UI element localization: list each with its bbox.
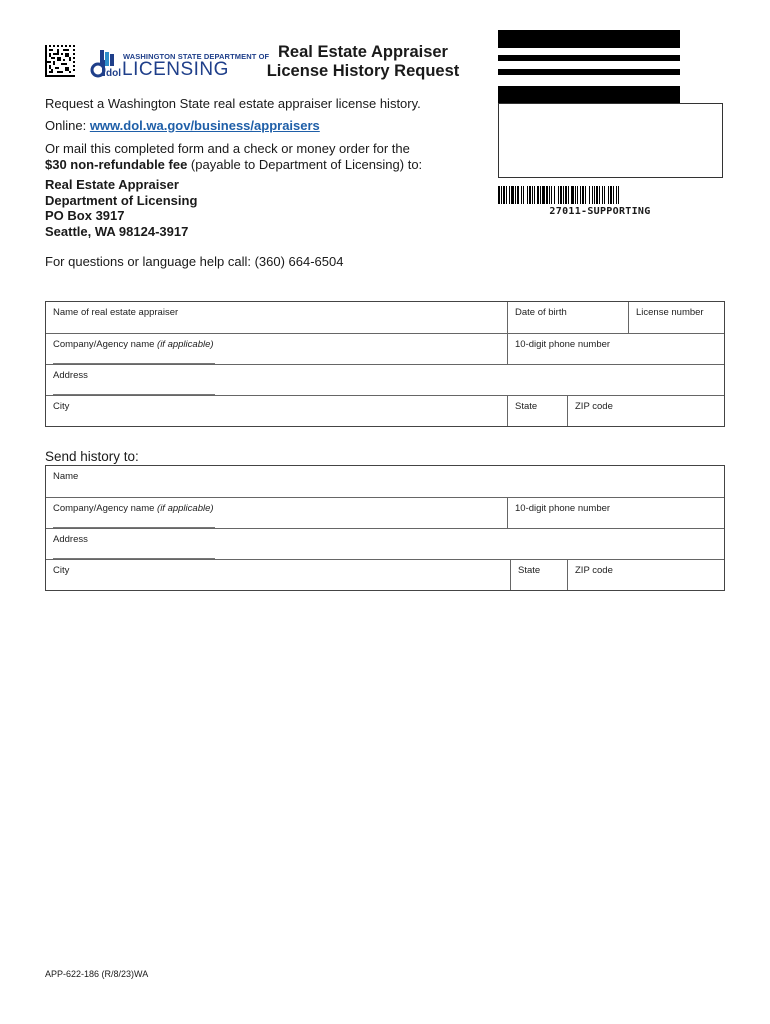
field-label: 10-digit phone number [515,503,611,514]
recipient-company-field[interactable] [46,498,507,528]
date-of-birth-field[interactable] [507,302,628,333]
dol-logo-icon [89,48,119,78]
office-use-box [498,103,723,178]
fee-amount: $30 non-refundable fee [45,157,188,172]
field-label: Date of birth [515,307,567,318]
online-link[interactable]: www.dol.wa.gov/business/appraisers [89,118,320,133]
field-label: Name [53,471,79,482]
appraiser-name-field[interactable] [46,302,507,333]
address-line: Real Estate Appraiser [45,177,179,192]
help-text: For questions or language help call: (360) 664-6504 [45,254,344,269]
form-row [46,559,724,590]
field-label: City [53,401,70,412]
title-line-2: License History Request [266,62,460,80]
recipient-phone-field[interactable] [507,498,724,528]
form-row [46,528,724,559]
address-field[interactable] [46,365,724,395]
form-row [46,364,724,395]
license-number-field[interactable] [628,302,724,333]
intro-text: Request a Washington State real estate appraiser license history. [45,96,421,111]
redaction-bar [498,55,680,61]
zip-field[interactable] [567,396,724,426]
field-label: ZIP code [575,401,613,412]
company-name-field[interactable] [46,334,507,364]
field-label: City [53,565,70,576]
field-label: Address [53,534,88,545]
field-label: Address [53,370,88,381]
datamatrix-code [45,45,75,77]
send-to-form [45,465,725,591]
fee-line [45,157,422,173]
state-field[interactable] [507,396,567,426]
title-line-1: Real Estate Appraiser [278,43,448,61]
field-label: Name of real estate appraiser [53,307,179,318]
form-row [46,395,724,426]
agency-name: LICENSING [122,59,229,80]
fee-note: (payable to Department of Licensing) to: [187,157,423,172]
online-label: Online: [45,118,90,133]
phone-field[interactable] [507,334,724,364]
field-label: State [515,401,538,412]
recipient-address-field[interactable] [46,529,724,559]
appraiser-form [45,301,725,427]
redaction-bar [498,86,680,103]
address-line: Seattle, WA 98124-3917 [45,223,189,239]
field-label: 10-digit phone number [515,339,611,350]
mailing-address [45,177,197,239]
agency-name-top: WASHINGTON STATE DEPARTMENT OF [123,52,270,61]
barcode-text: 27011-SUPPORTING [549,206,651,217]
recipient-name-field[interactable] [46,466,724,497]
form-id: APP-622-186 (R/8/23)WA [45,969,149,979]
address-line: PO Box 3917 [45,208,125,223]
form-row [46,333,724,364]
form-row [46,497,724,528]
field-label: License number [636,307,704,318]
svg-text:dol: dol [106,68,121,79]
form-row [46,466,724,497]
mail-text: Or mail this completed form and a check or money order for the [45,141,410,156]
barcode-icon [498,186,702,204]
field-label: ZIP code [575,565,613,576]
send-to-heading: Send history to: [45,449,139,464]
recipient-zip-field[interactable] [567,560,724,590]
field-label: Company/Agency name (if applicable) [53,339,214,350]
city-field[interactable] [46,396,507,426]
form-row [46,302,724,333]
redaction-bar [498,69,680,75]
online-line [45,118,320,134]
redaction-bar [498,30,680,48]
field-label: Company/Agency name (if applicable) [53,503,214,514]
page-title [250,43,476,81]
address-line: Department of Licensing [45,192,198,208]
recipient-city-field[interactable] [46,560,510,590]
field-label: State [518,565,541,576]
recipient-state-field[interactable] [510,560,567,590]
